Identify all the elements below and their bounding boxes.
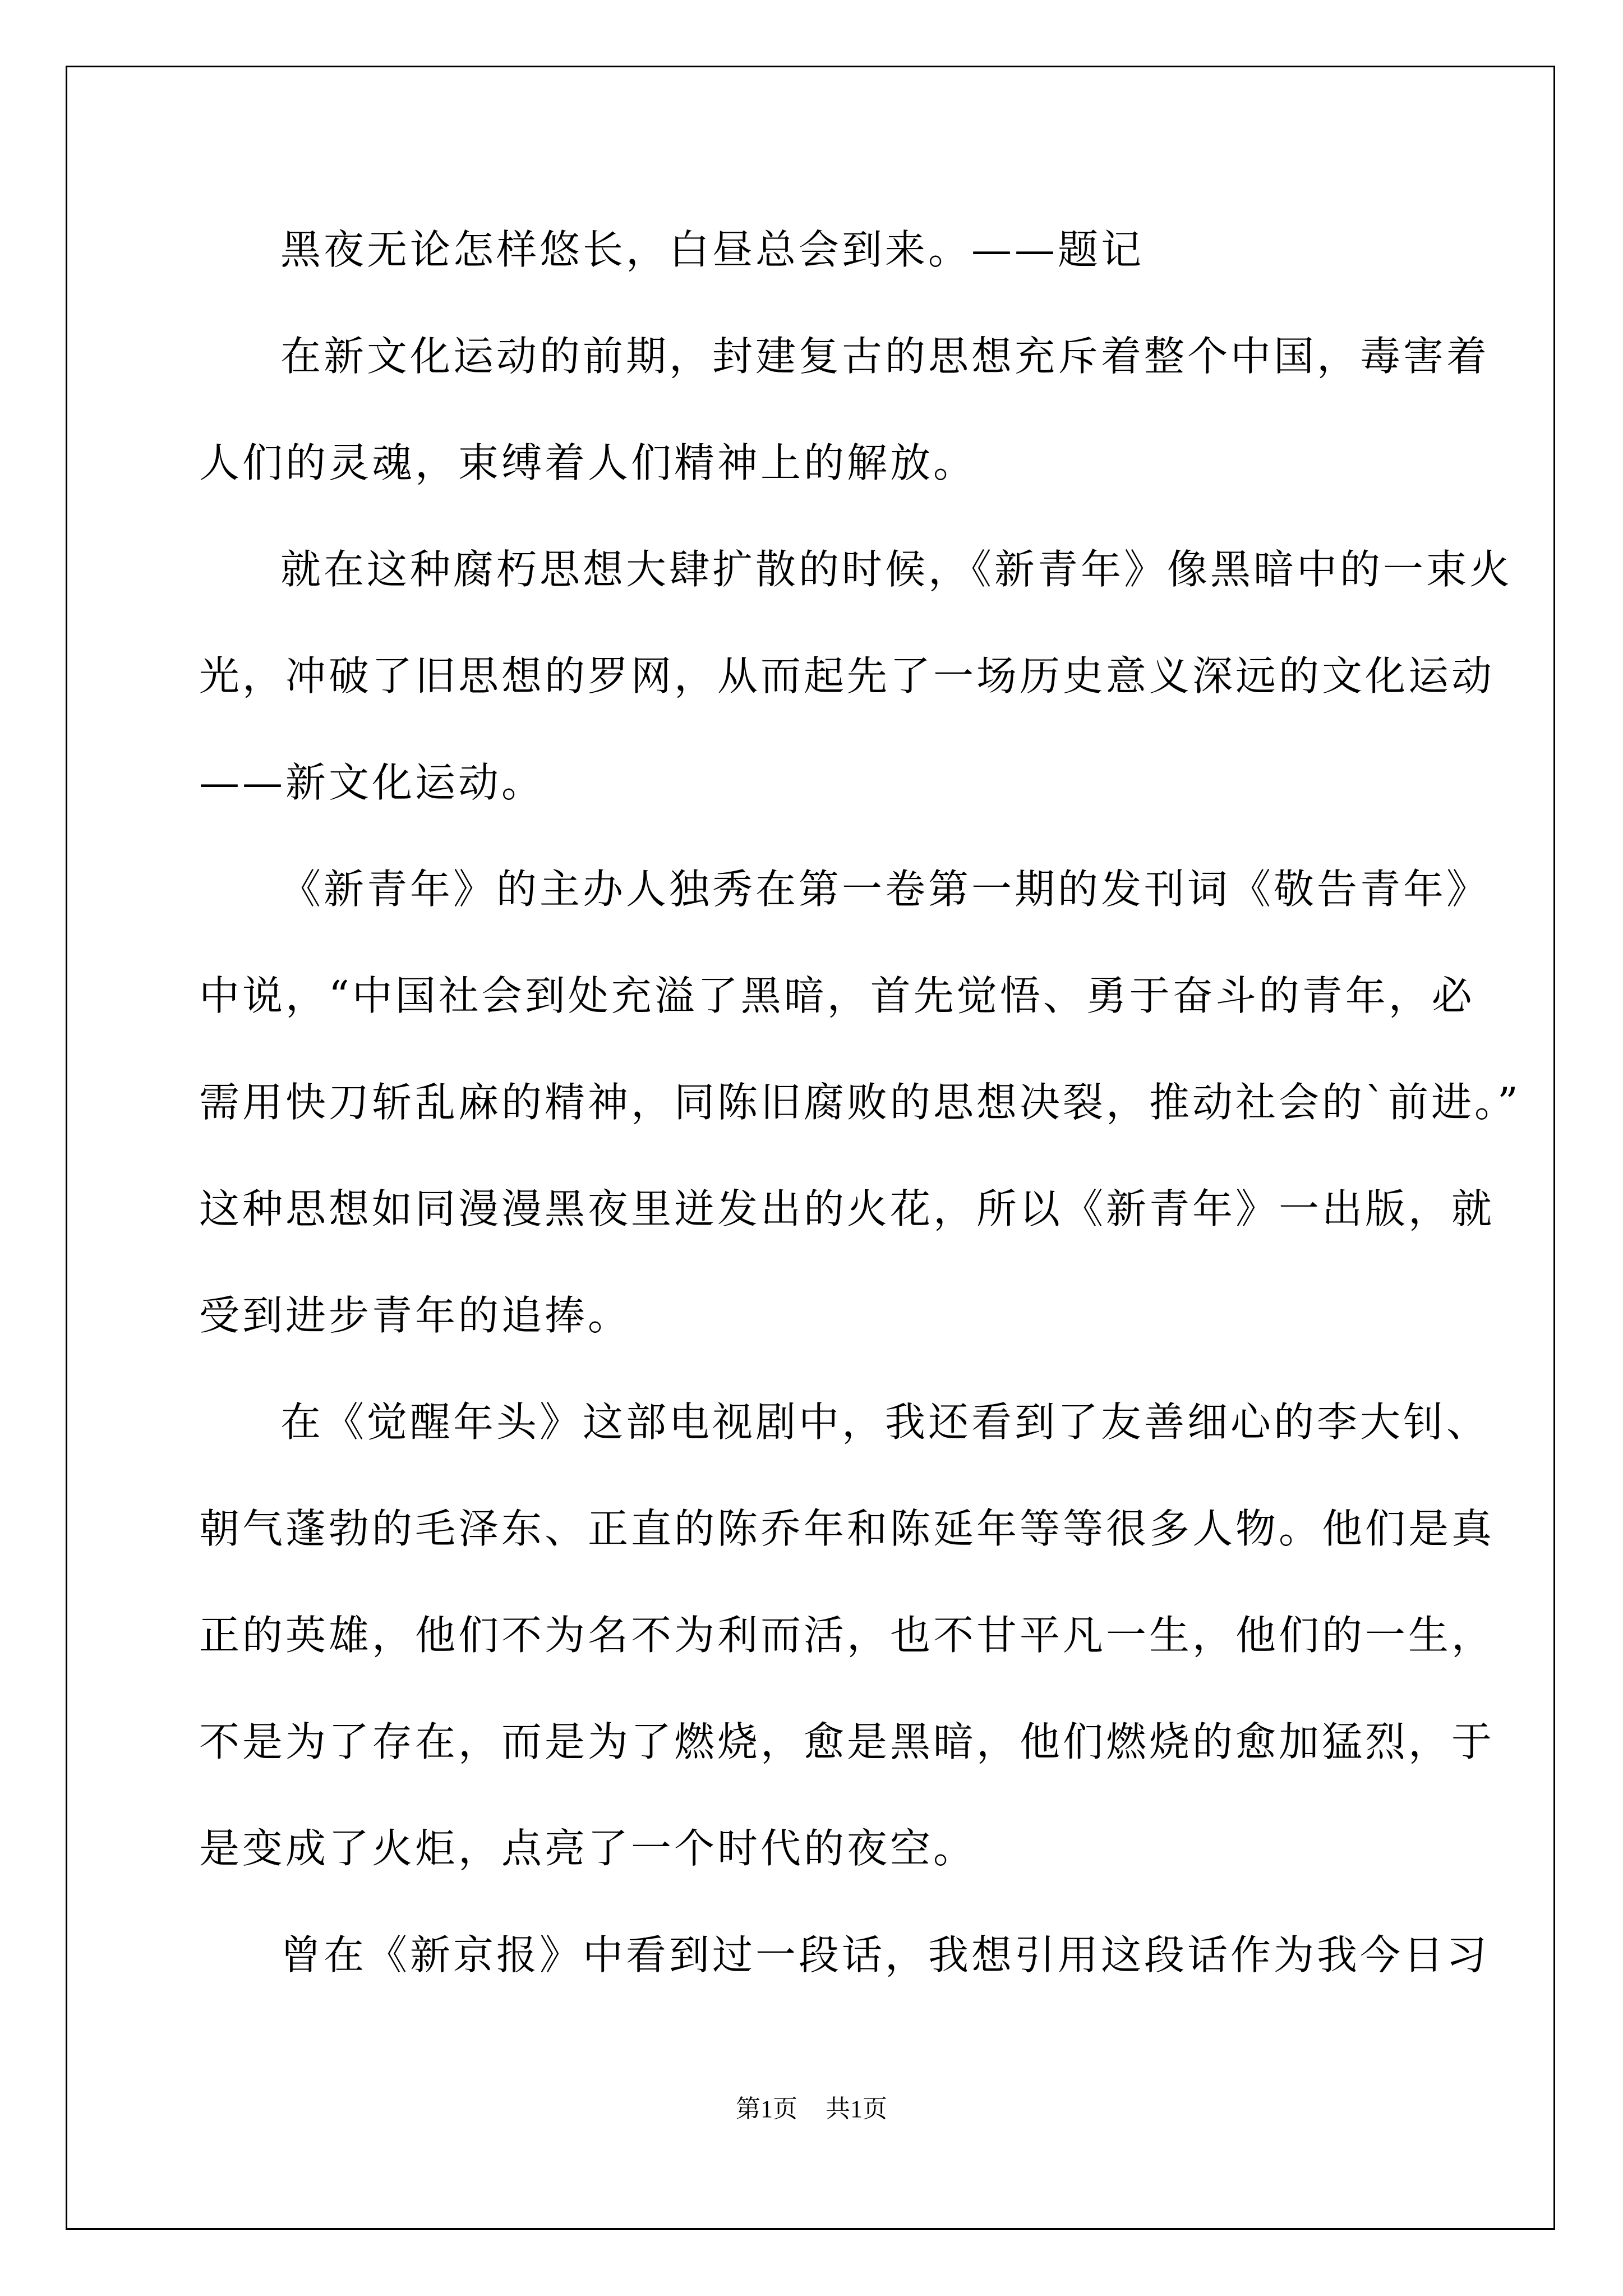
- paragraph-4-line-2: 朝气蓬勃的毛泽东、正直的陈乔年和陈延年等等很多人物。他们是真: [199, 1505, 1495, 1552]
- paragraph-3-line-4: 这种思想如同漫漫黑夜里迸发出的火花，所以《新青年》一出版，就: [199, 1185, 1495, 1232]
- paragraph-3-line-5: 受到进步青年的追捧。: [199, 1292, 631, 1339]
- page-number: 第1页: [736, 2095, 797, 2123]
- paragraph-3-line-1: 《新青年》的主办人独秀在第一卷第一期的发刊词《敬告青年》: [280, 866, 1490, 913]
- paragraph-1-line-2: 人们的灵魂，束缚着人们精神上的解放。: [199, 439, 977, 486]
- page-footer: [0, 2092, 1623, 2126]
- paragraph-epigraph: 黑夜无论怎样悠长，白昼总会到来。——题记: [280, 226, 1145, 273]
- paragraph-4-line-5: 是变成了火炬，点亮了一个时代的夜空。: [199, 1825, 977, 1872]
- paragraph-4-line-3: 正的英雄，他们不为名不为利而活，也不甘平凡一生，他们的一生，: [199, 1612, 1495, 1659]
- paragraph-4-line-1: 在《觉醒年头》这部电视剧中，我还看到了友善细心的李大钊、: [280, 1398, 1490, 1446]
- paragraph-2-line-1: 就在这种腐朽思想大肆扩散的时候，《新青年》像黑暗中的一束火: [280, 546, 1513, 593]
- paragraph-5-line-1: 曾在《新京报》中看到过一段话，我想引用这段话作为我今日习: [280, 1931, 1490, 1978]
- document-body: [199, 216, 1521, 2028]
- paragraph-2-line-2: 光，冲破了旧思想的罗网，从而起先了一场历史意义深远的文化运动: [199, 652, 1495, 700]
- paragraph-4-line-4: 不是为了存在，而是为了燃烧，愈是黑暗，他们燃烧的愈加猛烈，于: [199, 1718, 1495, 1765]
- page-total: 共1页: [826, 2095, 887, 2123]
- paragraph-3-line-2: 中说，“中国社会到处充溢了黑暗，首先觉悟、勇于奋斗的青年，必: [199, 972, 1475, 1019]
- paragraph-1-line-1: 在新文化运动的前期，封建复古的思想充斥着整个中国，毒害着: [280, 333, 1490, 380]
- paragraph-2-line-3: ——新文化运动。: [199, 759, 545, 806]
- paragraph-3-line-3: 需用快刀斩乱麻的精神，同陈旧腐败的思想决裂，推动社会的`前进。”: [199, 1079, 1521, 1126]
